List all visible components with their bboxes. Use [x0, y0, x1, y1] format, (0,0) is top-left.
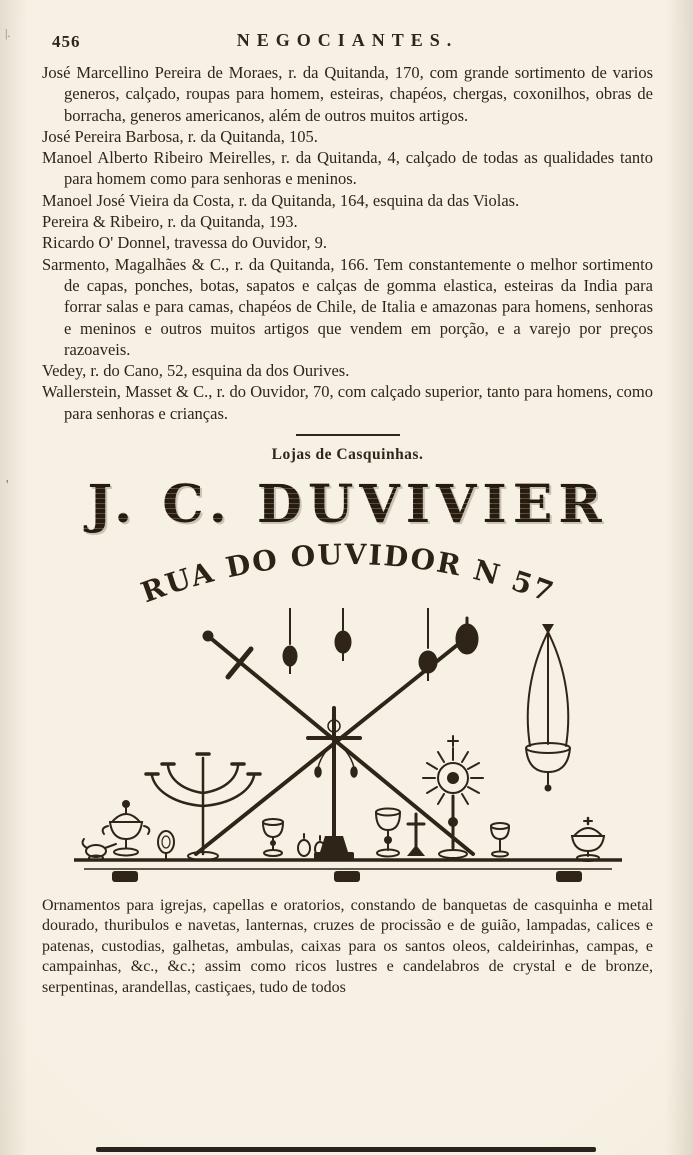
- directory-entry: Wallerstein, Masset & C., r. do Ouvidor, 70, com calçado superior, tanto para homens, como para senhoras e crianças.: [42, 382, 653, 423]
- directory-listings: [42, 62, 653, 424]
- scan-speck-top: |.: [5, 26, 11, 40]
- section-divider: [296, 434, 400, 436]
- directory-entry: Manoel José Vieira da Costa, r. da Quitanda, 164, esquina da das Violas.: [42, 190, 520, 210]
- svg-text:RUA DO OUVIDOR N 57: [136, 538, 558, 608]
- directory-entry: José Pereira Barbosa, r. da Quitanda, 105.: [42, 126, 318, 146]
- scan-speck-mid: ': [6, 478, 9, 493]
- ad-title: J. C. DUVIVIER: [42, 476, 653, 534]
- ad-address-arc: [128, 536, 568, 608]
- ad-description: Ornamentos para igrejas, capellas e oratorios, constando de banquetas de casquinha e metal dourado, thuribulos e navetas, lanternas, cruzes de procissão e de guião, lampadas, calices e patenas, custodias, galhetas, ambulas, caixas para os santos oleos, caldeirinhas, campas, e campainhas, &c., &c.; assim como ricos lustres e candelabros de crystal e de bronze, serpentinas, arandellas, castiçaes, tudo de todos: [42, 897, 653, 996]
- directory-entry: Pereira & Ribeiro, r. da Quitanda, 193.: [42, 212, 298, 232]
- church-ornaments-engraving: [68, 608, 628, 888]
- directory-entry: Sarmento, Magalhães & C., r. da Quitanda, 166. Tem constantemente o melhor sortimento de capas, ponches, botas, sapatos e calças de gomma elastica, esteiras da India para forrar salas e para camas, chapéos de Chile, de Italia e amazonas para homens, senhoras e meninos e outros muitos artigos que vendem em porção, e a varejo por preços razoaveis.: [42, 254, 653, 359]
- ad-address-text: RUA DO OUVIDOR N 57: [136, 537, 559, 609]
- running-title: NEGOCIANTES.: [236, 30, 459, 50]
- section-heading: Lojas de Casquinhas.: [271, 446, 424, 464]
- directory-entry: Manoel Alberto Ribeiro Meirelles, r. da Quitanda, 4, calçado de todas as qualidades tanto para homem como para senhoras e meninos.: [42, 148, 653, 189]
- page-number: 456: [52, 32, 81, 51]
- scan-edge-artifact: [96, 1147, 596, 1152]
- directory-entry: Vedey, r. do Cano, 52, esquina da dos Ourives.: [42, 361, 350, 381]
- directory-entry: Ricardo O' Donnel, travessa do Ouvidor, 9.: [42, 233, 328, 253]
- directory-entry: José Marcellino Pereira de Moraes, r. da Quitanda, 170, com grande sortimento de varios generos, calçado, roupas para homem, esteiras, chapéos, chergas, coxonilhos, obras de borracha, generos americanos, além de outros muitos artigos.: [42, 63, 653, 125]
- page-header: [42, 30, 653, 54]
